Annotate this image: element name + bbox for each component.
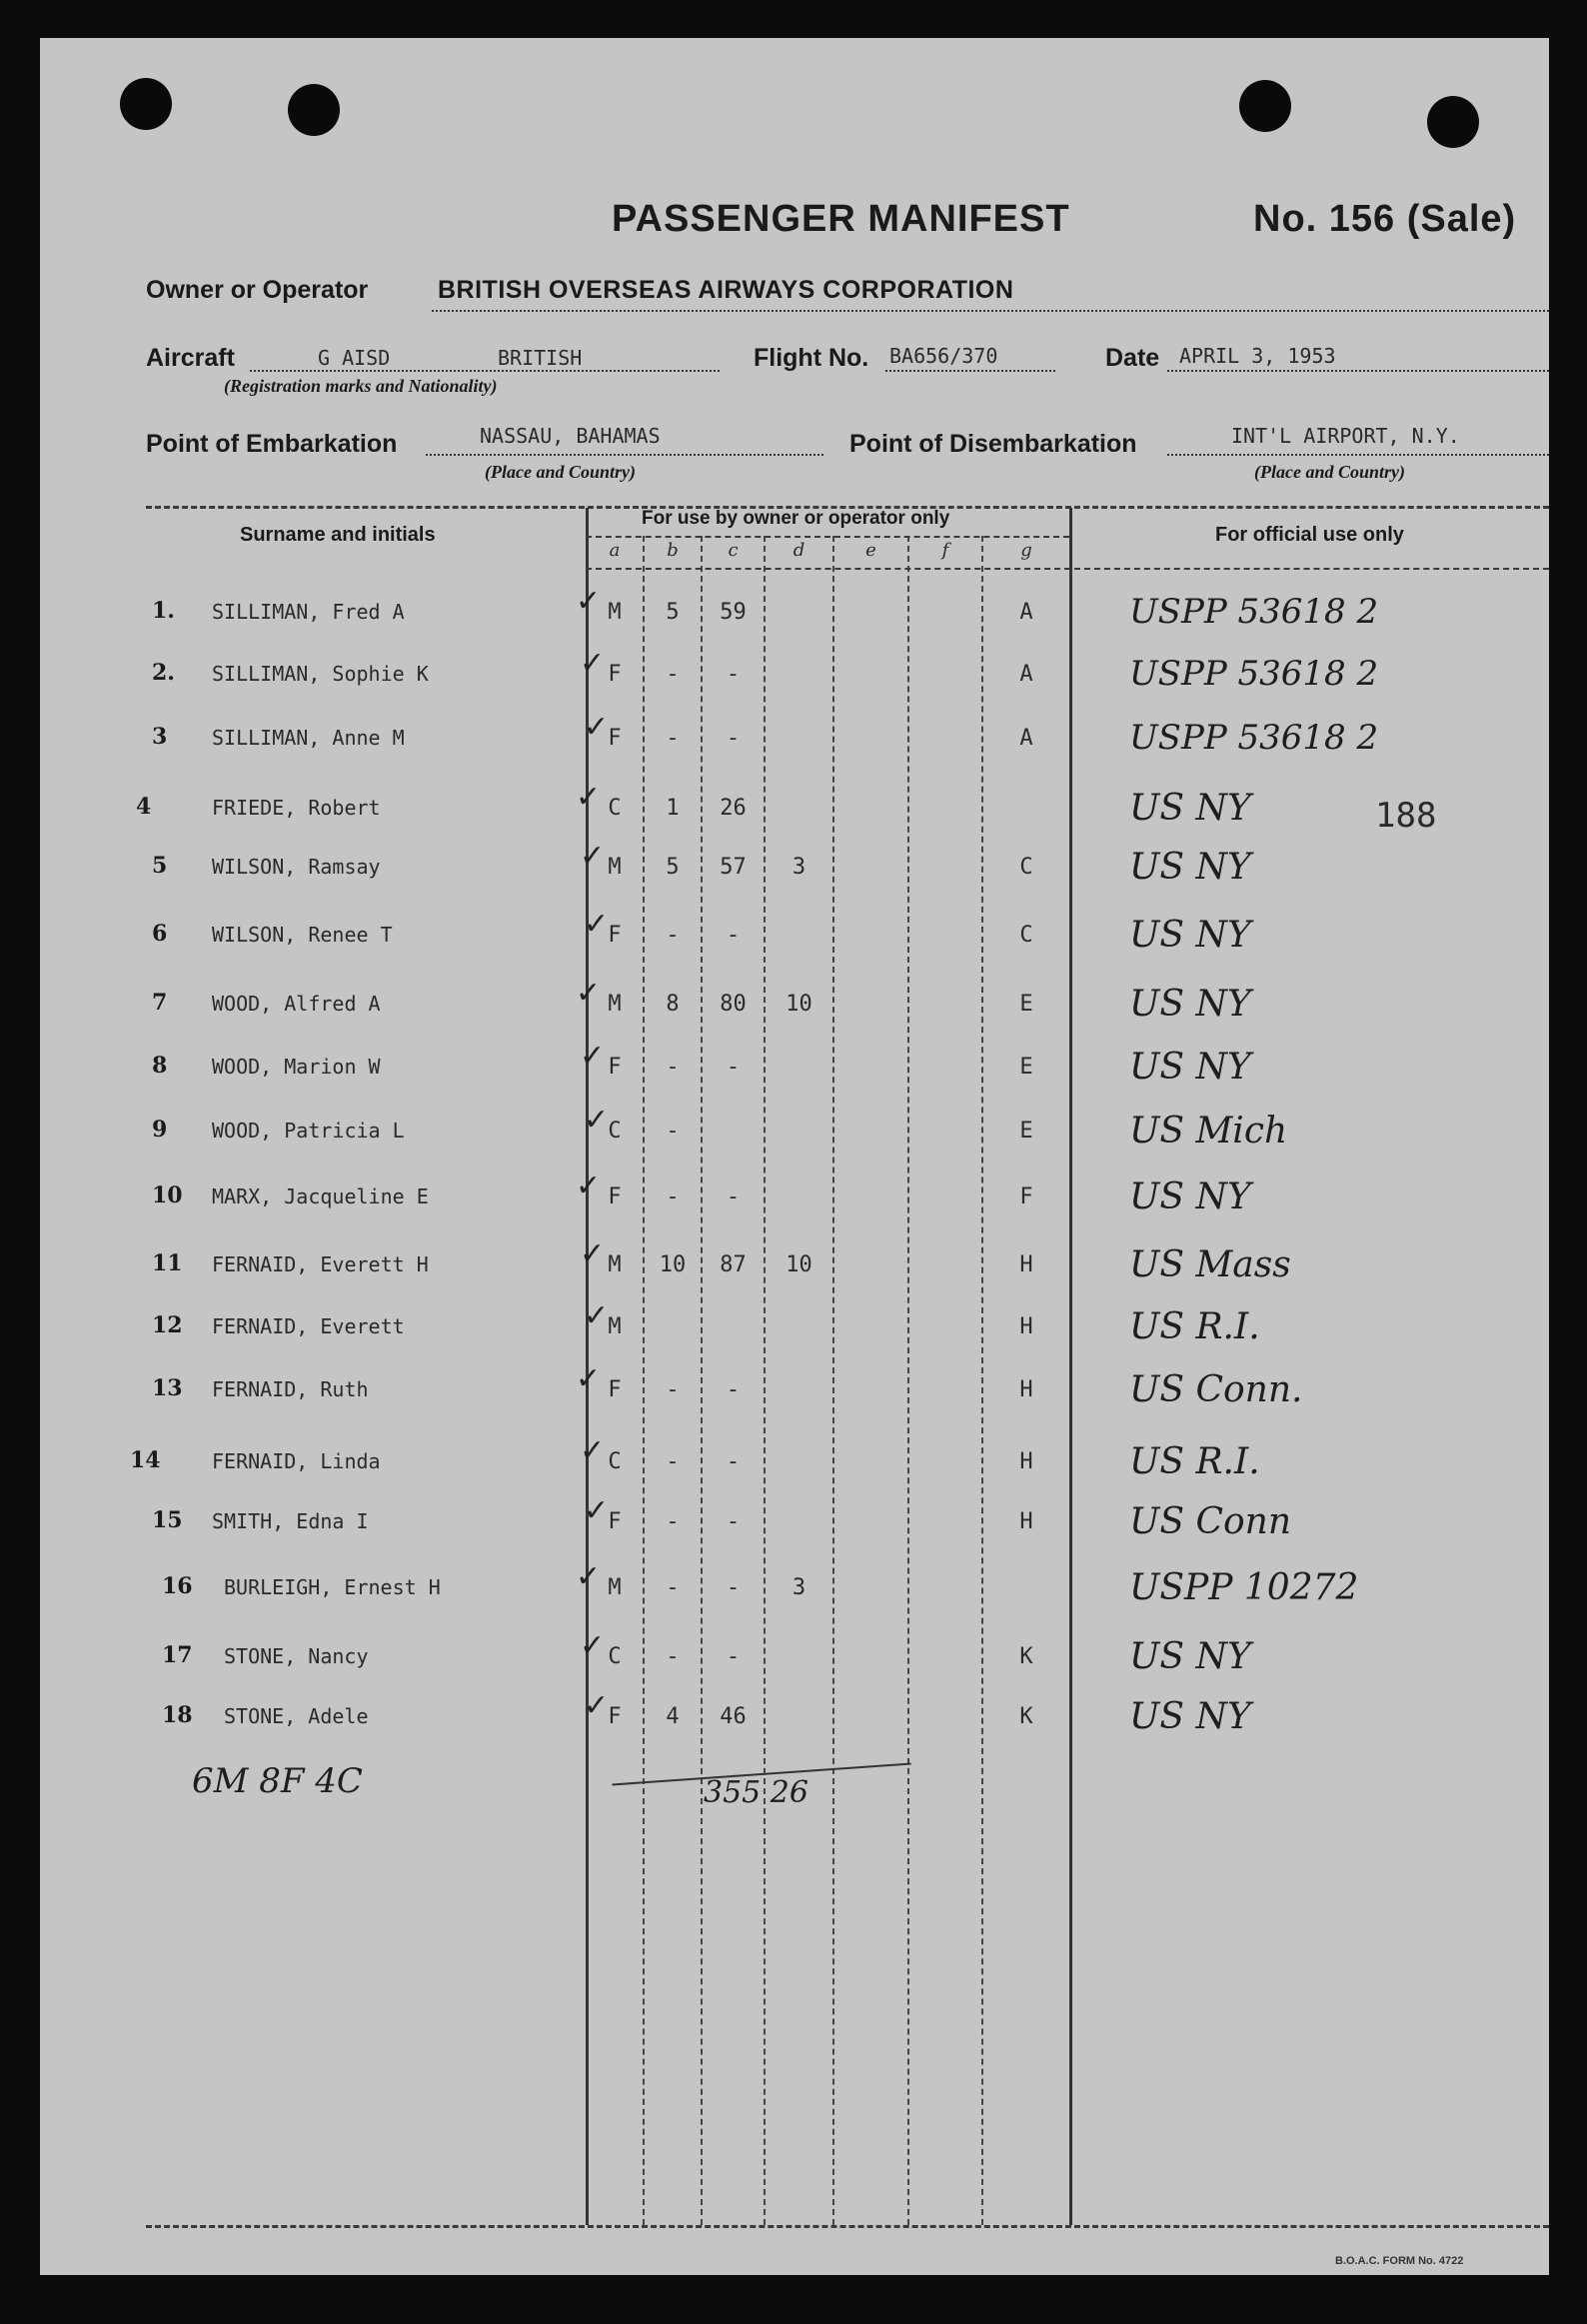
cell-g: H [1019, 1449, 1033, 1474]
cell-a: M [608, 1314, 622, 1339]
row-number: 5 [152, 853, 168, 879]
cell-a: M [608, 855, 622, 880]
cell-b: - [666, 1509, 680, 1534]
cell-a: F [608, 662, 622, 687]
cell-b: - [666, 1055, 680, 1080]
cell-g: F [1019, 1184, 1033, 1209]
cell-c: 46 [720, 1704, 747, 1729]
col-header-owner: For use by owner or operator only [642, 508, 950, 529]
check-mark: ✓ [580, 646, 606, 681]
cell-g: K [1019, 1644, 1033, 1669]
cell-a: M [608, 1575, 622, 1600]
cell-g: E [1019, 1119, 1033, 1144]
official-entry: US NY [1129, 1176, 1251, 1217]
cell-g: A [1019, 600, 1033, 625]
punch-hole [1427, 96, 1479, 148]
embarkation-note: (Place and Country) [485, 462, 636, 482]
page-title: PASSENGER MANIFEST [612, 198, 1070, 240]
official-entry: US Conn [1129, 1501, 1292, 1542]
cell-c: - [726, 1644, 741, 1669]
col-divider [907, 536, 909, 2225]
cell-d: 10 [786, 1252, 812, 1277]
official-entry: US NY [1129, 1047, 1251, 1088]
disembarkation-label: Point of Disembarkation [849, 430, 1137, 458]
cell-d: 3 [792, 1575, 806, 1600]
subcol-g: g [1020, 540, 1032, 561]
cell-c: 59 [720, 600, 747, 625]
cell-b: - [666, 1449, 680, 1474]
cell-b: 10 [659, 1252, 687, 1277]
cell-g: A [1019, 662, 1033, 687]
passenger-name: SILLIMAN, Sophie K [212, 662, 429, 686]
subcol-e: e [865, 540, 876, 561]
check-mark: ✓ [584, 1298, 610, 1333]
owner-line [432, 310, 1549, 312]
aircraft-line [250, 370, 720, 372]
punch-hole [288, 84, 340, 136]
cell-g: E [1019, 1055, 1033, 1080]
subcol-a: a [609, 540, 621, 561]
cell-a: M [608, 1252, 622, 1277]
cell-g: K [1019, 1704, 1033, 1729]
check-mark: ✓ [584, 1103, 610, 1138]
col-divider [832, 536, 834, 2225]
table-bottom-rule [146, 2225, 1549, 2228]
cell-c: 80 [720, 992, 747, 1017]
official-entry: US NY [1129, 1696, 1251, 1737]
cell-a: F [608, 1055, 622, 1080]
cell-g: H [1019, 1314, 1033, 1339]
official-entry: US NY [1129, 1636, 1251, 1677]
cell-a: C [608, 1449, 622, 1474]
check-mark: ✓ [580, 839, 606, 874]
row-number: 15 [152, 1507, 183, 1533]
row-number: 18 [162, 1702, 193, 1728]
cell-a: F [608, 1377, 622, 1402]
form-number: B.O.A.C. FORM No. 4722 [1335, 2255, 1464, 2267]
col-divider [1069, 508, 1072, 2225]
official-entry: USPP 53618 2 [1129, 592, 1379, 632]
embarkation-label: Point of Embarkation [146, 430, 398, 458]
row-number: 10 [152, 1182, 183, 1208]
passenger-name: BURLEIGH, Ernest H [224, 1575, 441, 1599]
passenger-name: FERNAID, Linda [212, 1449, 381, 1473]
row-number: 3 [152, 724, 168, 750]
check-mark: ✓ [576, 1168, 602, 1203]
cell-c: 26 [720, 796, 747, 821]
check-mark: ✓ [584, 1688, 610, 1723]
punch-hole [120, 78, 172, 130]
header-bottom-rule [586, 568, 1549, 570]
cell-g: A [1019, 726, 1033, 751]
cell-g: H [1019, 1252, 1033, 1277]
cell-c: - [726, 662, 741, 687]
owner-label: Owner or Operator [146, 276, 369, 304]
passenger-name: STONE, Adele [224, 1704, 369, 1728]
cell-a: M [608, 992, 622, 1017]
cell-c: - [726, 1449, 741, 1474]
cell-b: 5 [666, 600, 680, 625]
subheader-rule [586, 536, 1069, 538]
passenger-name: SILLIMAN, Fred A [212, 600, 405, 624]
cell-b: 4 [666, 1704, 680, 1729]
subcol-b: b [667, 540, 679, 561]
cell-d: 3 [792, 855, 806, 880]
check-mark: ✓ [580, 1236, 606, 1271]
row-number: 6 [152, 921, 168, 947]
cell-d: 10 [786, 992, 812, 1017]
check-mark: ✓ [580, 1628, 606, 1663]
row-number: 12 [152, 1312, 183, 1338]
official-entry: USPP 10272 [1129, 1567, 1359, 1608]
official-entry: USPP 53618 2 [1129, 654, 1379, 694]
cell-a: F [608, 726, 622, 751]
date-label: Date [1105, 344, 1160, 372]
cell-a: C [608, 1119, 622, 1144]
official-entry: US Mich [1129, 1111, 1288, 1152]
cell-b: - [666, 662, 680, 687]
embarkation-value: NASSAU, BAHAMAS [480, 424, 661, 448]
check-mark: ✓ [580, 1039, 606, 1074]
manifest-sheet [40, 38, 1549, 2275]
count-annotation: 188 [1375, 796, 1437, 836]
cell-a: F [608, 923, 622, 948]
cell-c: - [726, 1055, 741, 1080]
cell-c: - [726, 726, 741, 751]
cell-c: 87 [720, 1252, 747, 1277]
aircraft-note: (Registration marks and Nationality) [224, 376, 498, 396]
check-mark: ✓ [576, 1361, 602, 1396]
official-entry: USPP 53618 2 [1129, 718, 1379, 758]
passenger-name: WILSON, Renee T [212, 923, 393, 947]
punch-hole [1239, 80, 1291, 132]
row-number: 16 [162, 1573, 193, 1599]
passenger-name: SMITH, Edna I [212, 1509, 369, 1533]
subcol-f: f [941, 540, 949, 561]
aircraft-registration: G AISD [318, 346, 391, 370]
disembarkation-line [1167, 454, 1549, 456]
cell-g: C [1019, 923, 1033, 948]
manifest-number: No. 156 (Sale) [1253, 198, 1517, 240]
cell-b: - [666, 1644, 680, 1669]
check-mark: ✓ [576, 1559, 602, 1594]
cell-g: C [1019, 855, 1033, 880]
official-entry: US NY [1129, 847, 1251, 888]
row-number: 14 [130, 1447, 161, 1473]
official-entry: US Mass [1129, 1244, 1291, 1285]
cell-g: H [1019, 1377, 1033, 1402]
flight-line [885, 370, 1055, 372]
cell-a: F [608, 1509, 622, 1534]
row-number: 11 [152, 1250, 183, 1276]
row-number: 7 [152, 990, 168, 1016]
check-mark: ✓ [584, 1493, 610, 1528]
cell-a: F [608, 1184, 622, 1209]
official-entry: US NY [1129, 984, 1251, 1025]
check-mark: ✓ [576, 780, 602, 815]
passenger-name: FRIEDE, Robert [212, 796, 381, 820]
passenger-name: WOOD, Marion W [212, 1055, 381, 1079]
subcol-c: c [728, 540, 739, 561]
row-number: 17 [162, 1642, 193, 1668]
row-number: 4 [136, 794, 152, 820]
passenger-name: FERNAID, Ruth [212, 1377, 369, 1401]
official-entry: US R.I. [1129, 1441, 1260, 1482]
tally-annotation: 6M 8F 4C [192, 1761, 363, 1801]
totals-annotation: 355 26 [704, 1775, 808, 1810]
cell-c: - [726, 1575, 741, 1600]
cell-b: - [666, 1184, 680, 1209]
row-number: 2. [152, 660, 175, 686]
cell-a: F [608, 1704, 622, 1729]
passenger-name: SILLIMAN, Anne M [212, 726, 405, 750]
passenger-name: STONE, Nancy [224, 1644, 369, 1668]
check-mark: ✓ [576, 976, 602, 1011]
embarkation-line [426, 454, 823, 456]
col-header-surname: Surname and initials [240, 524, 436, 546]
date-line [1167, 370, 1549, 372]
cell-b: - [666, 923, 680, 948]
cell-g: E [1019, 992, 1033, 1017]
check-mark: ✓ [584, 710, 610, 745]
cell-b: - [666, 1377, 680, 1402]
owner-value: BRITISH OVERSEAS AIRWAYS CORPORATION [438, 276, 1014, 304]
date-value: APRIL 3, 1953 [1179, 344, 1336, 368]
official-entry: US R.I. [1129, 1306, 1260, 1347]
check-mark: ✓ [584, 907, 610, 942]
passenger-name: WOOD, Alfred A [212, 992, 381, 1016]
cell-c: - [726, 1509, 741, 1534]
check-mark: ✓ [580, 1433, 606, 1468]
cell-b: 8 [666, 992, 680, 1017]
row-number: 9 [152, 1117, 168, 1143]
row-number: 13 [152, 1375, 183, 1401]
cell-a: C [608, 796, 622, 821]
subcol-d: d [793, 540, 805, 561]
row-number: 8 [152, 1053, 168, 1079]
cell-b: - [666, 1575, 680, 1600]
cell-b: 1 [666, 796, 680, 821]
cell-a: M [608, 600, 622, 625]
aircraft-label: Aircraft [146, 344, 235, 372]
disembarkation-value: INT'L AIRPORT, N.Y. [1231, 424, 1460, 448]
row-number: 1. [152, 598, 175, 624]
passenger-name: FERNAID, Everett [212, 1314, 405, 1338]
cell-b: 5 [666, 855, 680, 880]
passenger-name: WOOD, Patricia L [212, 1119, 405, 1143]
cell-b: - [666, 726, 680, 751]
col-divider [764, 536, 766, 2225]
cell-c: - [726, 1377, 741, 1402]
cell-c: - [726, 1184, 741, 1209]
passenger-name: FERNAID, Everett H [212, 1252, 429, 1276]
flight-number: BA656/370 [889, 344, 998, 368]
cell-a: C [608, 1644, 622, 1669]
flight-label: Flight No. [754, 344, 869, 372]
cell-c: 57 [720, 855, 747, 880]
check-mark: ✓ [576, 584, 602, 619]
official-entry: US NY [1129, 915, 1251, 956]
official-entry: US Conn. [1129, 1369, 1303, 1410]
disembarkation-note: (Place and Country) [1254, 462, 1405, 482]
cell-g: H [1019, 1509, 1033, 1534]
cell-b: - [666, 1119, 680, 1144]
col-header-official: For official use only [1215, 524, 1404, 546]
passenger-name: WILSON, Ramsay [212, 855, 381, 879]
official-entry: US NY [1129, 788, 1251, 829]
aircraft-nationality: BRITISH [498, 346, 583, 370]
cell-c: - [726, 923, 741, 948]
passenger-name: MARX, Jacqueline E [212, 1184, 429, 1208]
